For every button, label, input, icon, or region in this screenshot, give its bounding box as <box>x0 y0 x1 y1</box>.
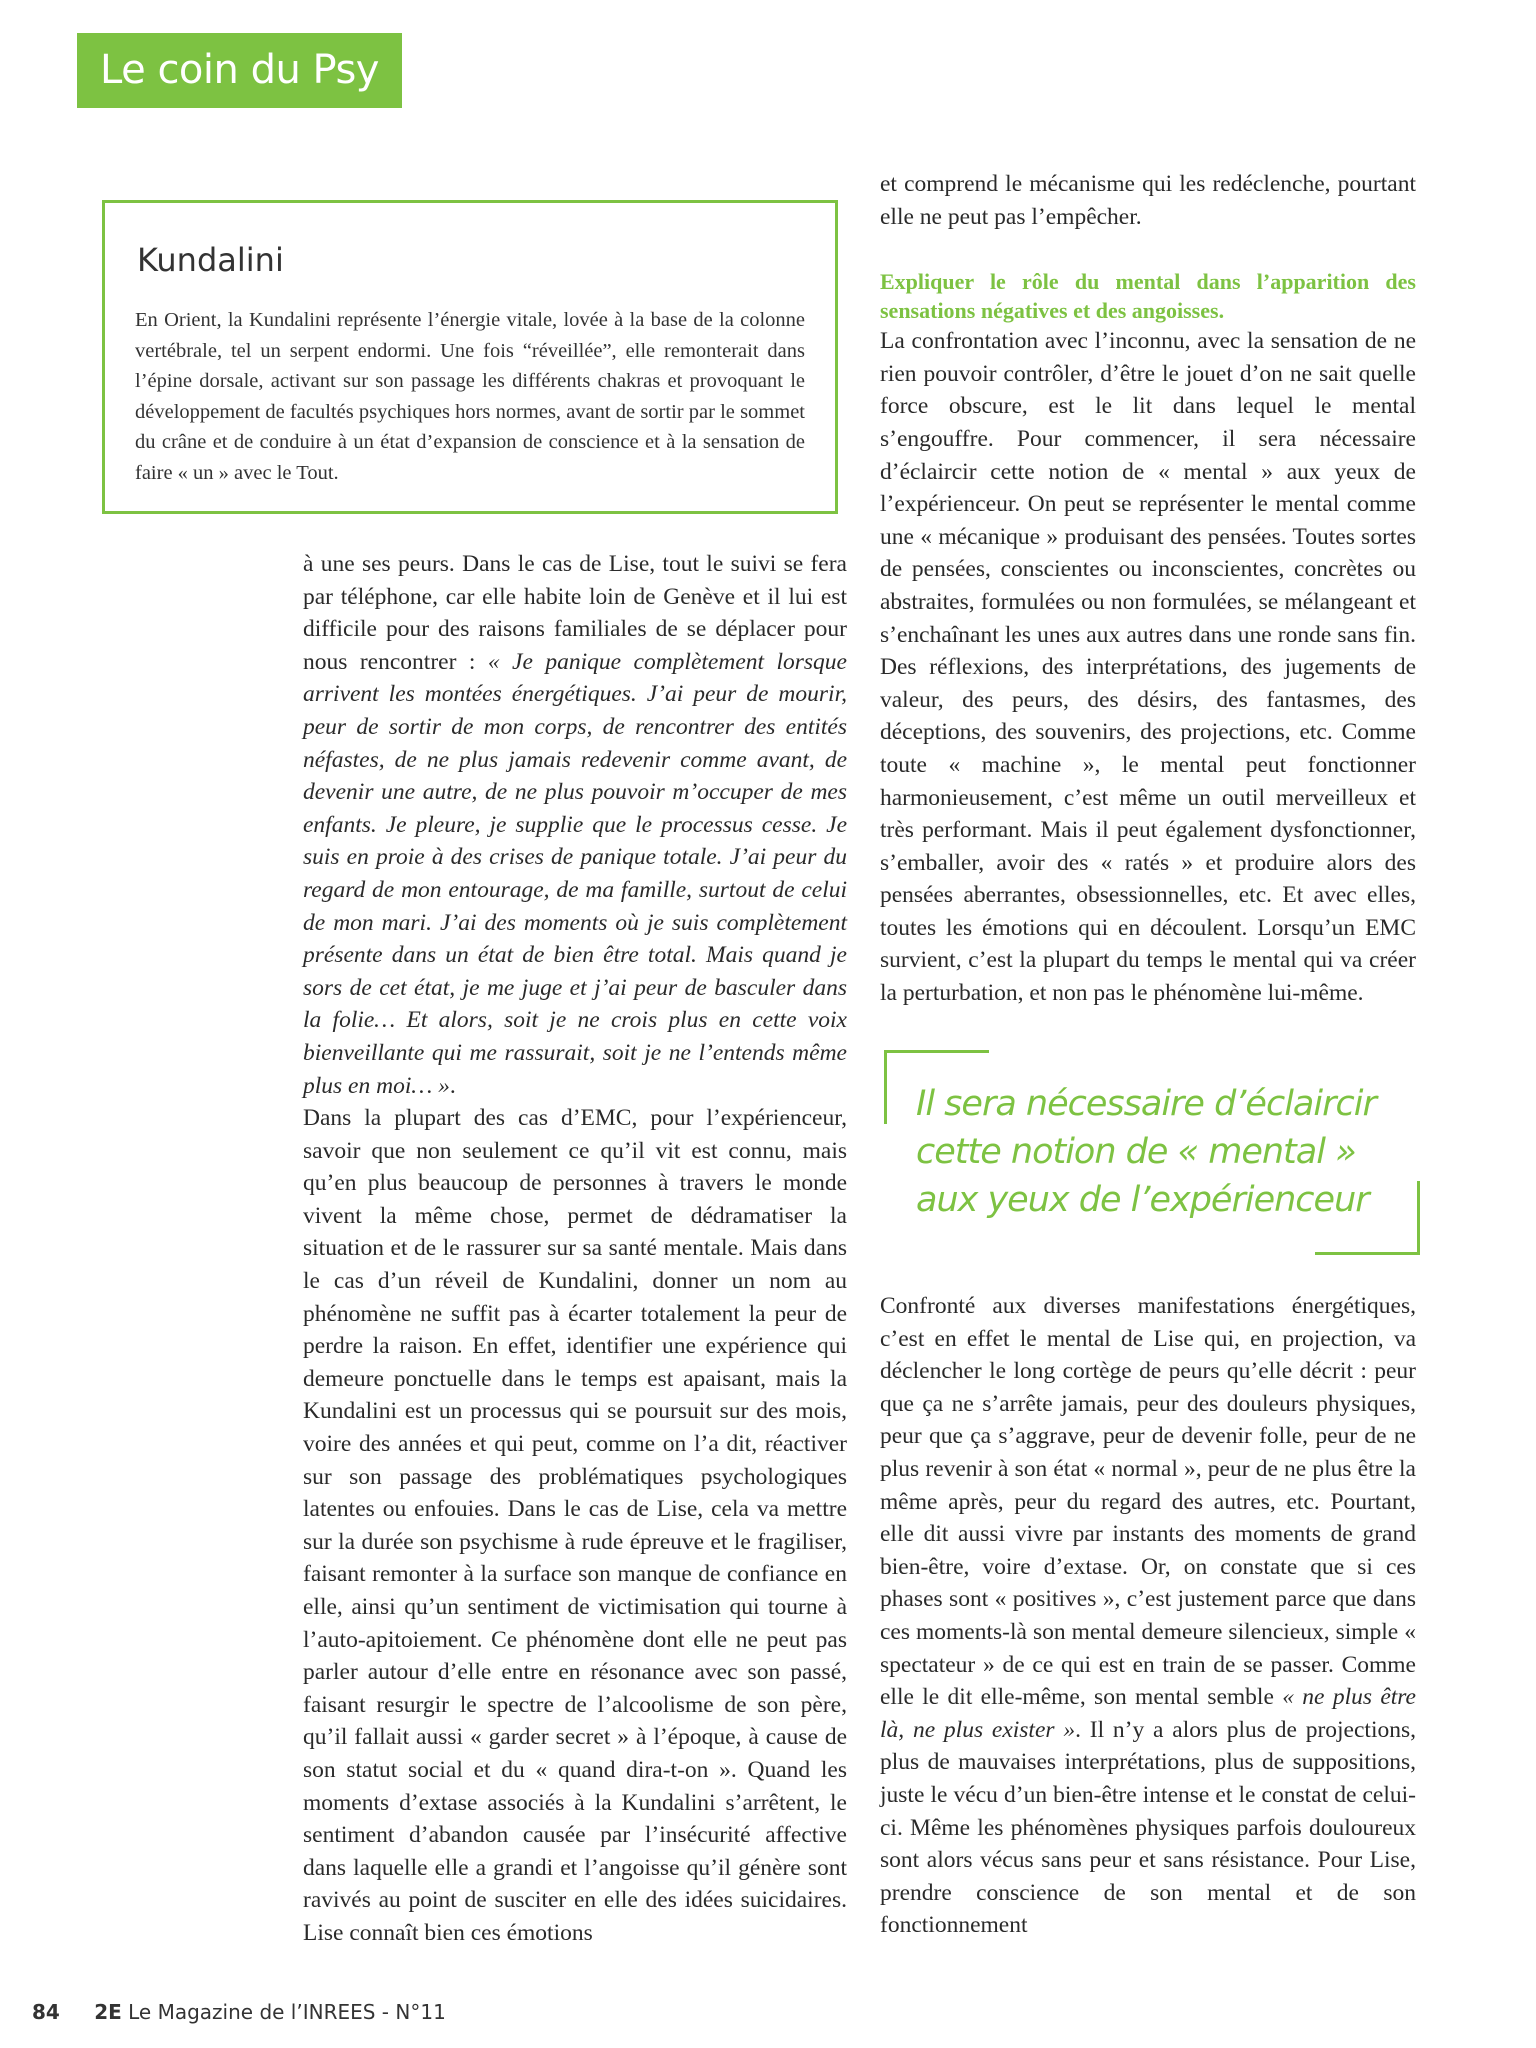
article-column-right-bottom <box>880 1290 1416 1942</box>
paragraph: Dans la plupart des cas d’EMC, pour l’expérienceur, savoir que non seulement ce qu’il vit est connu, mais qu’en plus beaucoup de personnes à travers le monde vivent la même chose, permet de dédramatiser la situation et de le rassurer sur sa santé mentale. Mais dans le cas d’un réveil de Kundalini, donner un nom au phénomène ne suffit pas à écarter totalement la peur de perdre la raison. En effet, identifier une expérience qui demeure ponctuelle dans le temps est apaisant, mais la Kundalini est un processus qui se poursuit sur des mois, voire des années et qui peut, comme on l’a dit, réactiver sur son passage des problématiques psychologiques latentes ou enfouies. Dans le cas de Lise, cela va mettre sur la durée son psychisme à rude épreuve et le fragiliser, faisant remonter à la surface son manque de confiance en elle, ainsi qu’un sentiment de victimisation qui tourne à l’auto-apitoiement. Ce phénomène dont elle ne peut pas parler autour d’elle entre en résonance avec son passé, faisant resurgir le spectre de l’alcoolisme de son père, qu’il fallait aussi « garder secret » à l’époque, à cause de son statut social et du « quand dira-t-on ». Quand les moments d’extase associés à la Kundalini s’arrêtent, le sentiment d’abandon causée par l’insécurité affective dans laquelle elle a grandi et l’angoisse qu’il génère sont ravivés au point de susciter en elle des idées suicidaires. Lise connaît bien ces émotions <box>303 1105 847 1946</box>
quote: « ne plus être là, ne plus exister » <box>880 1684 1416 1743</box>
sidebar-body: En Orient, la Kundalini représente l’énergie vitale, lovée à la base de la colonne vertébrale, tel un serpent endormi. Une fois “réveillée”, elle remonterait dans l’épine dorsale, activant sur son passage les différents chakras et provoquant le développement de facultés psychiques hors normes, avant de sortir par le sommet du crâne et de conduire à un état d’expansion de conscience et à la sensation de faire « un » avec le Tout. <box>135 309 805 484</box>
kundalini-sidebar <box>102 200 838 514</box>
paragraph: et comprend le mécanisme qui les redéclenche, pourtant elle ne peut pas l’empêcher. <box>880 171 1416 230</box>
pull-quote-corner <box>884 1050 887 1124</box>
pull-quote <box>884 1050 1420 1255</box>
paragraph-text: à une ses peurs. Dans le cas de Lise, tout le suivi se fera par téléphone, car elle habite loin de Genève et il lui est difficile pour des raisons familiales de se déplacer pour nous rencontrer : <box>303 551 847 675</box>
pull-quote-corner <box>884 1050 989 1053</box>
page-footer <box>32 2000 446 2030</box>
pull-quote-line: aux yeux de l’expérienceur <box>916 1180 1369 1220</box>
pull-quote-line: Il sera nécessaire d’éclaircir <box>916 1084 1376 1124</box>
section-tag: Le coin du Psy <box>77 33 402 108</box>
page-number: 84 <box>32 2000 60 2024</box>
paragraph <box>303 548 847 1102</box>
paragraph-text: . Il n’y a alors plus de projections, plus de mauvaises interprétations, plus de suppositions, juste le vécu d’un bien-être intense et le constat de celui-ci. Même les phénomènes physiques parfois douloureux sont alors vécus sans peur et sans résistance. Pour Lise, prendre conscience de son mental et de son fonctionnement <box>880 1716 1416 1939</box>
sidebar-title: Kundalini <box>137 241 284 279</box>
article-column-right-top <box>880 168 1416 1010</box>
pull-quote-corner <box>1417 1181 1420 1255</box>
article-column-left <box>303 548 847 1950</box>
testimony-quote: « Je panique complètement lorsque arrivent les montées énergétiques. J’ai peur de mourir, peur de sortir de mon corps, de rencontrer des entités néfastes, de ne plus jamais redevenir comme avant, de devenir une autre, de ne plus pouvoir m’occuper de mes enfants. Je pleure, je supplie que le processus cesse. Je suis en proie à des crises de panique totale. J’ai peur du regard de mon entourage, de ma famille, surtout de celui de mon mari. J’ai des moments où je suis complètement présente dans un état de bien être total. Mais quand je sors de cet état, je me juge et j’ai peur de basculer dans la folie… Et alors, soit je ne crois plus en cette voix bienveillante qui me rassurait, soit je ne l’entends même plus en moi… » <box>303 648 847 1099</box>
subheading: Expliquer le rôle du mental dans l’apparition des sensations négatives et des angoisses. <box>880 269 1416 324</box>
paragraph: La confrontation avec l’inconnu, avec la sensation de ne rien pouvoir contrôler, d’être le jouet d’on ne sait quelle force obscure, est le lit dans lequel le mental s’engouffre. Pour commencer, il sera nécessaire d’éclaircir cette notion de « mental » aux yeux de l’expérienceur. On peut se représenter le mental comme une « mécanique » produisant des pensées. Toutes sortes de pensées, conscientes ou inconscientes, concrètes ou abstraites, formulées ou non formulées, se mélangeant et s’enchaînant les unes aux autres dans une ronde sans fin. Des réflexions, des interprétations, des jugements de valeur, des peurs, des désirs, des fantasmes, des déceptions, des souvenirs, des projections, etc. Comme toute « machine », le mental peut fonctionner harmonieusement, c’est même un outil merveilleux et très performant. Mais il peut également dysfonctionner, s’emballer, avoir des « ratés » et produire alors des pensées aberrantes, obsessionnelles, etc. Et avec elles, toutes les émotions qui en découlent. Lorsqu’un EMC survient, c’est la plupart du temps le mental qui va créer la perturbation, et non pas le phénomène lui-même. <box>880 328 1416 1007</box>
magazine-brand: 2E <box>94 2000 122 2024</box>
pull-quote-corner <box>1315 1252 1420 1255</box>
paragraph-text: . <box>449 1072 456 1099</box>
paragraph <box>880 1290 1416 1942</box>
magazine-title: Le Magazine de l’INREES - N°11 <box>128 2000 446 2024</box>
pull-quote-text <box>916 1080 1396 1224</box>
paragraph-text: Confronté aux diverses manifestations énergétiques, c’est en effet le mental de Lise qui, en projection, va déclencher le long cortège de peurs qu’elle décrit : peur que ça ne s’arrête jamais, peur des douleurs physiques, peur que ça s’aggrave, peur de devenir folle, peur de ne plus revenir à son état « normal », peur de ne plus être la même après, peur du regard des autres, etc. Pourtant, elle dit aussi vivre par instants des moments de grand bien-être, voire d’extase. Or, on constate que si ces phases sont « positives », c’est justement parce que dans ces moments-là son mental demeure silencieux, simple « spectateur » de ce qui est en train de se passer. Comme elle le dit elle-même, son mental semble <box>880 1293 1416 1711</box>
pull-quote-line: cette notion de « mental » <box>916 1132 1356 1172</box>
